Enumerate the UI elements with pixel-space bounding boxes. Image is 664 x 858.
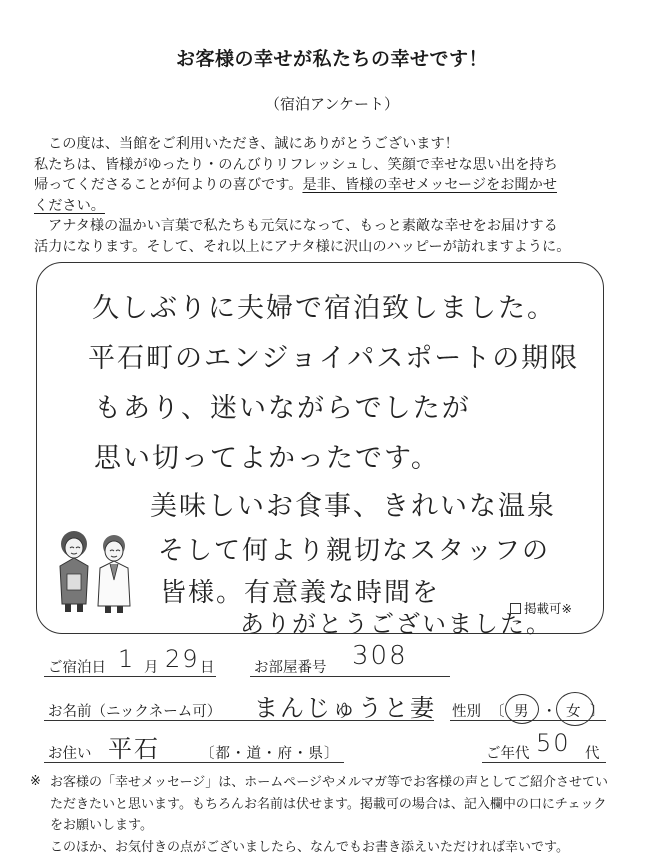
intro-line: アナタ様の温かい言葉で私たちも元気になって、もっと素敵な幸せをお届けする xyxy=(34,216,634,237)
message-line: そして何より親切なスタッフの xyxy=(158,530,550,567)
message-line: もあり、迷いながらでしたが xyxy=(94,386,471,425)
intro-line-part: 帰ってくださることが何よりの喜びです。 xyxy=(34,177,302,193)
intro-line: この度は、当館をご利用いただき、誠にありがとうございます！ xyxy=(34,134,634,155)
gender-option-female[interactable]: 女 xyxy=(566,700,581,721)
month-unit: 月 xyxy=(144,656,159,677)
age-value[interactable]: 50 xyxy=(536,729,571,757)
intro-line: 活力になります。そして、それ以上にアナタ様に沢山のハッピーが訪れますように。 xyxy=(34,237,634,258)
room-number-value[interactable]: 308 xyxy=(352,641,408,671)
message-line: 久しぶりに夫婦で宿泊致しました。 xyxy=(92,286,556,325)
gender-bracket-open: 〔 xyxy=(490,700,505,721)
message-line: 皆様。有意義な時間を xyxy=(160,572,440,609)
room-number-label: お部屋番号 xyxy=(254,656,327,677)
note-line: をお願いします。 xyxy=(50,815,640,837)
stay-day-value[interactable]: 29 xyxy=(165,645,200,673)
consent-checkbox[interactable] xyxy=(510,599,572,617)
consent-label: 掲載可※ xyxy=(524,601,572,616)
note-line: ただきたいと思います。もちろんお名前は伏せます。掲載可の場合は、記入欄中の口にチェック xyxy=(50,794,640,816)
note-line: お客様の「幸せメッセージ」は、ホームページやメルマガ等でお客様の声としてご紹介させてい xyxy=(50,772,640,794)
page-subtitle: （宿泊アンケート） xyxy=(0,93,664,114)
stay-month-value[interactable]: 1 xyxy=(118,645,135,673)
gender-bracket-close: 〕 xyxy=(590,700,605,721)
age-label: ご年代 xyxy=(486,742,530,763)
intro-line xyxy=(34,175,634,196)
gender-separator: ・ xyxy=(542,700,557,721)
address-label: お住い xyxy=(48,742,92,763)
page-title: お客様の幸せが私たちの幸せです！ xyxy=(0,44,664,71)
room-number-underline xyxy=(250,676,450,677)
gender-option-male[interactable]: 男 xyxy=(514,700,529,721)
message-line: 平石町のエンジョイパスポートの期限 xyxy=(88,336,579,375)
message-line: 美味しいお食事、きれいな温泉 xyxy=(150,484,556,523)
intro-highlight: 是非、皆様の幸せメッセージをお聞かせ xyxy=(302,177,557,193)
intro-line: 私たちは、皆様がゆったり・のんびりリフレッシュし、笑顔で幸せな思い出を持ち xyxy=(34,155,634,176)
day-unit: 日 xyxy=(200,656,215,677)
address-underline xyxy=(44,762,344,763)
intro-text xyxy=(34,134,634,257)
note-line: このほか、お気付きの点がございましたら、なんでもお書き添えいただければ幸いです。 xyxy=(50,837,640,858)
age-underline xyxy=(482,762,606,763)
address-value[interactable]: 平石 xyxy=(108,729,160,764)
gender-underline xyxy=(450,720,606,721)
name-label: お名前（ニックネーム可） xyxy=(48,700,221,721)
stay-date-underline xyxy=(44,676,216,677)
age-unit: 代 xyxy=(585,742,600,763)
checkbox-icon xyxy=(510,603,521,614)
note-mark: ※ xyxy=(30,774,41,789)
gender-label: 性別 xyxy=(452,700,481,721)
prefecture-options: 〔都・道・府・県〕 xyxy=(200,742,340,763)
stay-date-label: ご宿泊日 xyxy=(48,656,106,677)
message-line: 思い切ってよかったです。 xyxy=(94,436,440,475)
intro-line: ください。 xyxy=(34,196,105,217)
staff-illustration xyxy=(50,524,142,616)
name-value[interactable]: まんじゅうと妻 xyxy=(254,688,436,723)
notes-text xyxy=(50,772,640,858)
message-line: ありがとうございました。 xyxy=(240,604,552,639)
